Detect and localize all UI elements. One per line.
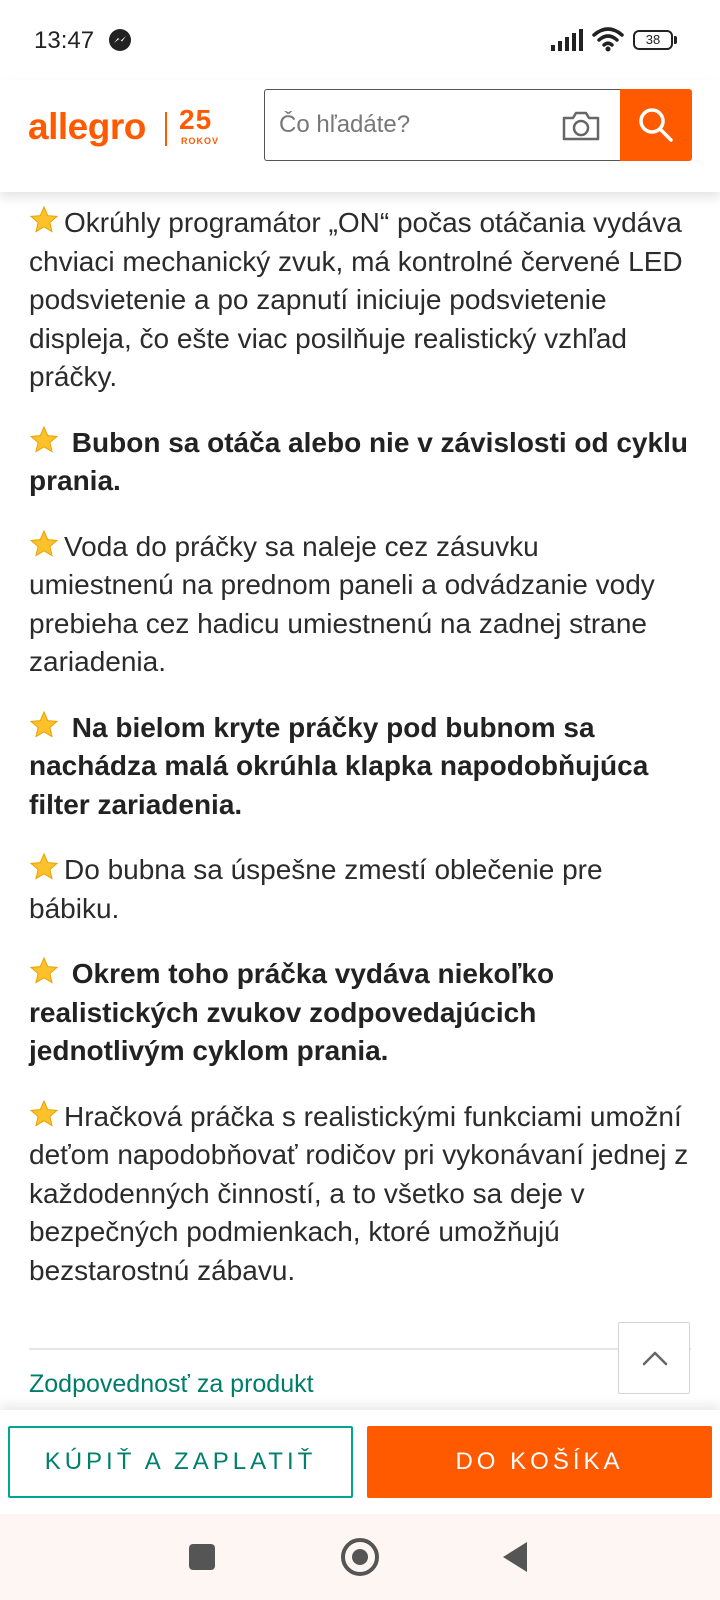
status-time: 13:47: [34, 27, 95, 54]
star-icon: [29, 529, 59, 559]
buy-and-pay-button[interactable]: KÚPIŤ A ZAPLATIŤ: [8, 1426, 353, 1498]
signal-icon: [551, 29, 585, 51]
description-paragraph: [29, 424, 691, 501]
purchase-action-bar: [0, 1410, 720, 1514]
description-paragraph: [29, 1098, 691, 1291]
system-nav-bar: [0, 1514, 720, 1600]
paragraph-text: Hračková práčka s realistickými funkciami umožní deťom napodobňovať rodičov pri vykonávaní jednej z každodenných činností, a to všetko sa deje v bezpečných podmienkach, ktoré umožňujú bezstarostnú zábavu.: [29, 1100, 689, 1286]
paragraph-text: Okrúhly programátor „ON“ počas otáčania vydáva chviaci mechanický zvuk, má kontrolné červené LED podsvietenie a po zapnutí iniciuje podsvietenie displeja, čo ešte viac posilňuje realistický vzhľad práčky.: [29, 207, 683, 392]
wifi-icon: [592, 26, 624, 52]
recent-apps-icon[interactable]: [189, 1544, 215, 1570]
logo-anniversary-word: ROKOV: [181, 136, 220, 146]
battery-icon: [633, 30, 677, 50]
back-icon[interactable]: [503, 1542, 527, 1572]
camera-icon[interactable]: [561, 110, 601, 142]
star-icon: [29, 425, 59, 455]
star-icon: [29, 852, 59, 882]
star-icon: [29, 710, 59, 740]
header: [0, 80, 720, 192]
description-paragraph: [29, 955, 691, 1071]
paragraph-text: Bubon sa otáča alebo nie v závislosti od cyklu prania.: [29, 426, 688, 496]
product-description: [0, 192, 720, 1410]
product-responsibility-link[interactable]: Zodpovednosť za produkt: [29, 1370, 314, 1398]
status-bar: [0, 0, 720, 80]
messenger-icon: [109, 29, 131, 51]
home-icon[interactable]: [341, 1538, 379, 1576]
magnifier-icon: [638, 107, 674, 143]
paragraph-text: Voda do práčky sa naleje cez zásuvku umiestnenú na prednom paneli a odvádzanie vody prebieha cez hadicu umiestnenú na zadnej strane zariadenia.: [29, 530, 655, 677]
paragraph-text: Do bubna sa úspešne zmestí oblečenie pre bábiku.: [29, 854, 603, 924]
description-paragraph: [29, 204, 691, 397]
star-icon: [29, 956, 59, 986]
battery-level: 38: [633, 30, 673, 50]
star-icon: [29, 1099, 59, 1129]
description-paragraph: [29, 851, 691, 928]
add-to-cart-button[interactable]: DO KOŠÍKA: [367, 1426, 712, 1498]
search-box: [264, 89, 620, 161]
battery-tip: [674, 36, 677, 44]
star-icon: [29, 205, 59, 235]
logo-anniversary-number: 25: [179, 104, 213, 135]
scroll-to-top-button[interactable]: [618, 1322, 690, 1394]
paragraph-text: Na bielom kryte práčky pod bubnom sa nachádza malá okrúhla klapka napodobňujúca filter zariadenia.: [29, 711, 649, 820]
search-input[interactable]: [279, 90, 549, 160]
section-divider: [29, 1348, 691, 1350]
description-paragraph: [29, 709, 691, 825]
search-button[interactable]: [620, 89, 692, 161]
description-paragraphs: [29, 204, 691, 1317]
paragraph-text: Okrem toho práčka vydáva niekoľko realistických zvukov zodpovedajúcich jednotlivým cyklom prania.: [29, 958, 555, 1066]
home-icon-dot: [352, 1549, 368, 1565]
description-paragraph: [29, 528, 691, 682]
logo-wordmark: allegro: [28, 106, 146, 147]
chevron-up-icon: [641, 1347, 669, 1369]
logo-divider: [165, 112, 167, 146]
